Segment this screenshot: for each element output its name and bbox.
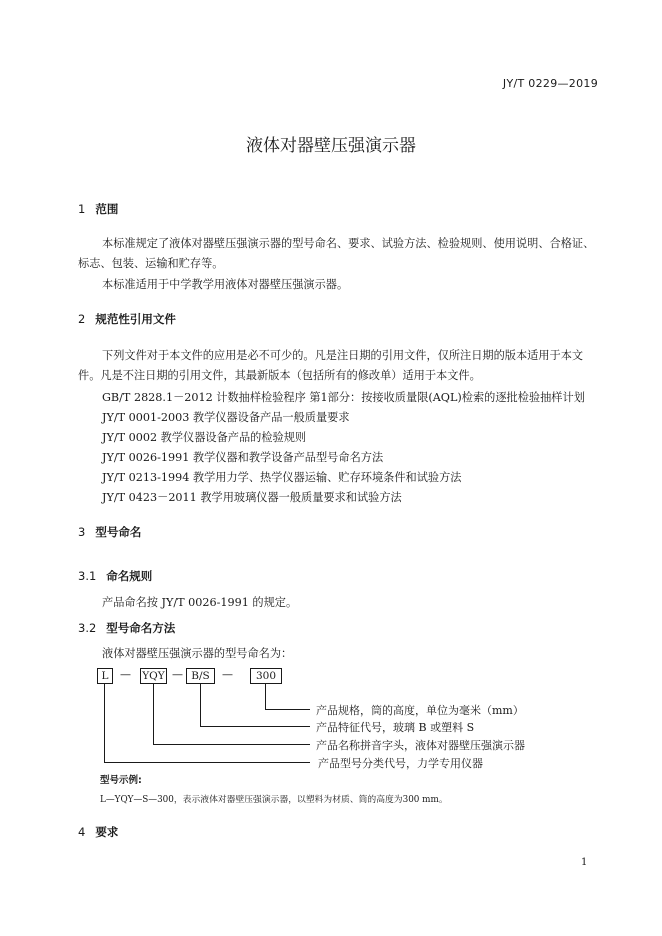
connector-line — [200, 684, 201, 726]
separator: — — [222, 668, 233, 681]
section-number: 2 — [78, 312, 86, 326]
example-label: 型号示例: — [100, 775, 142, 786]
section-4-heading — [78, 824, 118, 840]
connector-line — [265, 709, 310, 710]
reference-item: JY/T 0423－2011 教学用玻璃仪器一般质量要求和试验方法 — [102, 491, 402, 504]
section-number: 3.2 — [78, 621, 97, 635]
reference-item: JY/T 0213-1994 教学用力学、热学仪器运输、贮存环境条件和试验方法 — [102, 471, 462, 484]
section-3-2-heading — [78, 620, 175, 636]
section-2-paragraph-1 — [78, 346, 598, 386]
text-line: 标志、包装、运输和贮存等。 — [78, 257, 224, 270]
connector-line — [104, 762, 310, 763]
document-title: 液体对器壁压强演示器 — [246, 136, 416, 156]
reference-item: GB/T 2828.1－2012 计数抽样检验程序 第1部分：按接收质量限(AQL)检索的逐批检验抽样计划 — [102, 391, 585, 404]
section-number: 4 — [78, 825, 86, 839]
reference-item: JY/T 0026-1991 教学仪器和教学设备产品型号命名方法 — [102, 451, 384, 464]
standard-code: JY/T 0229—2019 — [502, 77, 598, 90]
code-box-category: L — [97, 668, 113, 684]
section-title: 规范性引用文件 — [95, 312, 176, 326]
section-3-heading — [78, 524, 141, 540]
example-text: L—YQY—S—300，表示液体对器壁压强演示器，以塑料为材质、筒的高度为300 mm。 — [100, 795, 448, 805]
section-title: 型号命名 — [95, 525, 142, 539]
section-number: 3.1 — [78, 569, 97, 583]
connector-line — [153, 684, 154, 744]
legend-feature: 产品特征代号，玻璃 B 或塑料 S — [316, 721, 475, 734]
text-line: 件。凡是不注日期的引用文件，其最新版本（包括所有的修改单）适用于本文件。 — [78, 369, 481, 382]
page-number: 1 — [581, 857, 588, 868]
code-box-feature: B/S — [186, 668, 215, 684]
section-title: 型号命名方法 — [106, 621, 176, 635]
reference-item: JY/T 0002 教学仪器设备产品的检验规则 — [102, 431, 307, 444]
section-2-heading — [78, 311, 176, 327]
connector-line — [153, 744, 310, 745]
separator: — — [172, 668, 183, 681]
legend-spec: 产品规格，筒的高度，单位为毫米（mm） — [316, 704, 524, 717]
section-title: 命名规则 — [106, 569, 153, 583]
legend-name: 产品名称拼音字头，液体对器壁压强演示器 — [316, 739, 525, 752]
section-number: 3 — [78, 525, 86, 539]
section-1-paragraph-1 — [78, 234, 598, 274]
connector-line — [265, 684, 266, 709]
code-box-name: YQY — [140, 668, 167, 684]
connector-line — [200, 726, 310, 727]
section-3-2-intro: 液体对器壁压强演示器的型号命名为： — [102, 647, 293, 660]
section-title: 要求 — [95, 825, 119, 839]
reference-item: JY/T 0001-2003 教学仪器设备产品一般质量要求 — [102, 411, 350, 424]
section-number: 1 — [78, 202, 86, 216]
text-line: 本标准规定了液体对器壁压强演示器的型号命名、要求、试验方法、检验规则、使用说明、合格证、 — [102, 237, 595, 250]
legend-category: 产品型号分类代号，力学专用仪器 — [318, 757, 483, 770]
section-title: 范围 — [95, 202, 119, 216]
section-3-1-heading — [78, 568, 152, 584]
section-1-heading — [78, 201, 118, 217]
connector-line — [104, 684, 105, 762]
separator: — — [120, 668, 131, 681]
section-3-1-text: 产品命名按 JY/T 0026-1991 的规定。 — [102, 596, 298, 609]
code-box-spec: 300 — [250, 668, 282, 684]
section-1-paragraph-2: 本标准适用于中学教学用液体对器壁压强演示器。 — [102, 278, 349, 291]
text-line: 下列文件对于本文件的应用是必不可少的。凡是注日期的引用文件，仅所注日期的版本适用于本文 — [102, 349, 584, 362]
